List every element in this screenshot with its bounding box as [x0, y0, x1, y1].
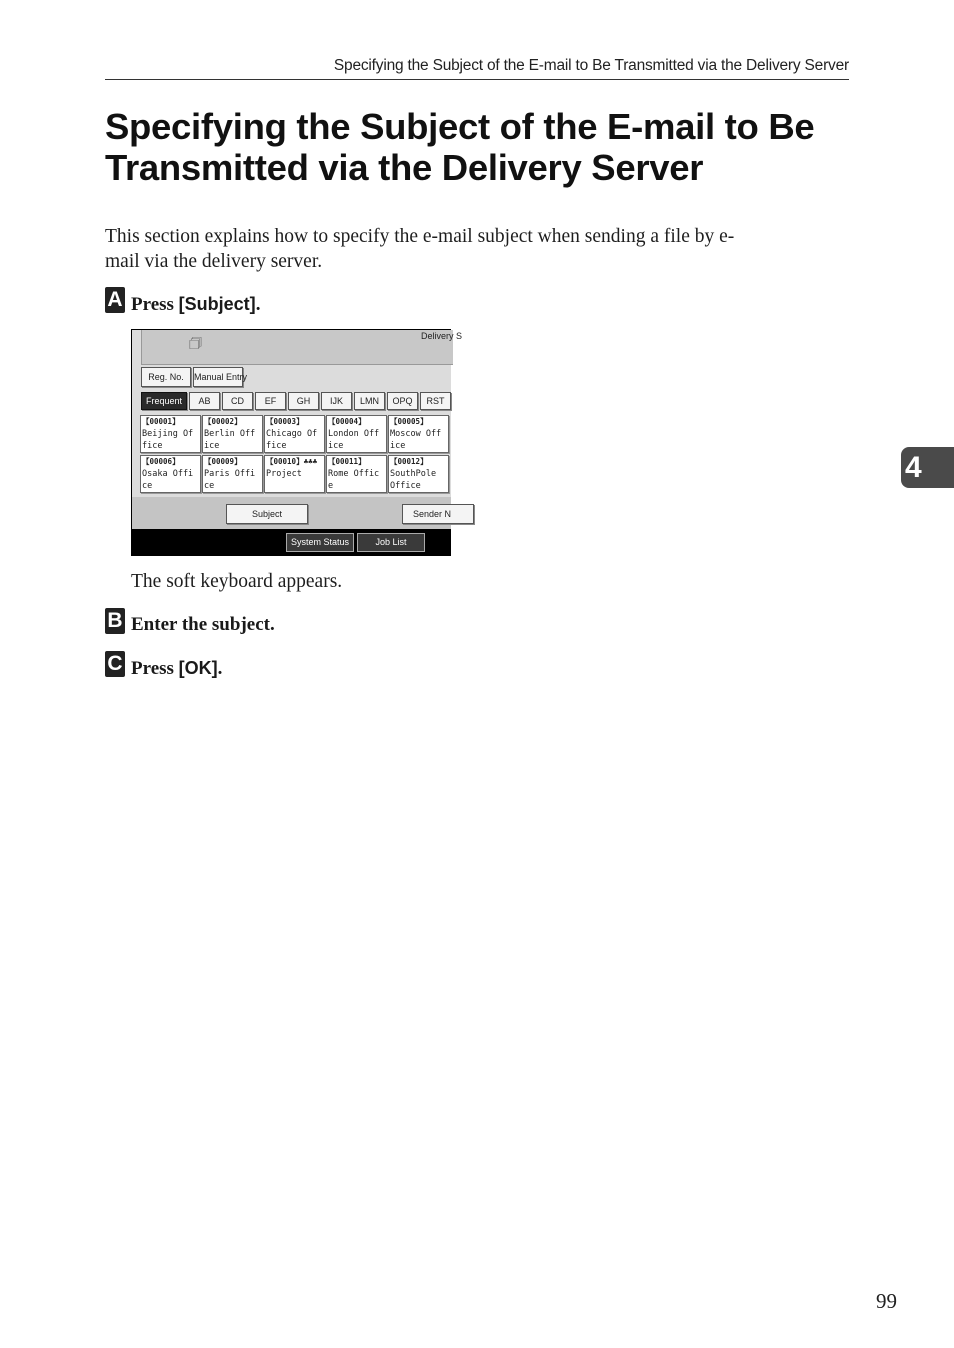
job-list-button[interactable]: Job List: [357, 533, 425, 552]
tab-gh[interactable]: GH: [288, 392, 319, 410]
destination-name: Chicago Of: [266, 429, 318, 439]
panel-status-bar: [131, 529, 451, 556]
destination-number: 【00001】: [142, 417, 180, 426]
step-1-suffix: .: [255, 294, 261, 315]
destination-name: SouthPole: [390, 469, 437, 479]
destination-name-cont: ce: [204, 481, 215, 491]
destination-name: Project: [266, 469, 302, 479]
destination-button[interactable]: [388, 415, 449, 453]
device-panel-screenshot: [131, 329, 463, 556]
tab-lmn[interactable]: LMN: [354, 392, 385, 410]
destination-button[interactable]: [264, 455, 325, 493]
page-title-line-1: Specifying the Subject of the E-mail to Be: [105, 106, 815, 147]
reg-no-button[interactable]: Reg. No.: [141, 367, 191, 387]
step-3-number: C: [105, 651, 125, 677]
chapter-tab: 4: [901, 447, 954, 488]
folder-icon: 🗇: [189, 336, 202, 352]
intro-paragraph: [105, 224, 851, 274]
step-3-prefix: Press: [131, 658, 179, 679]
destination-name: London Off: [328, 429, 380, 439]
step-1-number: A: [105, 287, 125, 313]
destination-button[interactable]: [388, 455, 449, 493]
step-3-suffix: .: [217, 658, 223, 679]
system-status-button[interactable]: System Status: [286, 533, 354, 552]
tab-cd[interactable]: CD: [222, 392, 253, 410]
destination-button[interactable]: [202, 415, 263, 453]
page-number: 99: [876, 1289, 897, 1313]
destination-name-cont: ice: [328, 441, 344, 451]
destination-name-cont: ce: [142, 481, 153, 491]
destination-name-cont: ice: [390, 441, 406, 451]
delivery-server-label: Delivery S: [421, 331, 463, 341]
step-2-text: Enter the subject.: [131, 614, 275, 635]
tab-ijk[interactable]: IJK: [321, 392, 352, 410]
destination-number: 【00010】♣♣♣: [266, 457, 318, 466]
caption: The soft keyboard appears.: [131, 571, 343, 592]
panel-body: [132, 330, 463, 530]
running-header: Specifying the Subject of the E-mail to Be Transmitted via the Delivery Server: [333, 57, 849, 74]
sender-name-button[interactable]: Sender N: [402, 504, 474, 524]
destination-number: 【00003】: [266, 417, 304, 426]
destination-name-cont: ice: [204, 441, 220, 451]
step-2-number: B: [105, 608, 125, 634]
subject-button[interactable]: Subject: [226, 504, 308, 524]
destination-button[interactable]: [326, 415, 387, 453]
intro-line-1: This section explains how to specify the e-mail subject when sending a file by e-: [105, 226, 735, 247]
destination-button[interactable]: [264, 415, 325, 453]
step-3-key: [OK]: [178, 658, 218, 678]
tab-ab[interactable]: AB: [189, 392, 220, 410]
destination-number: 【00012】: [390, 457, 428, 466]
step-3-text: [131, 656, 222, 681]
panel-top-bar: [141, 330, 463, 365]
destination-name-cont: fice: [266, 441, 287, 451]
destination-number: 【00002】: [204, 417, 242, 426]
intro-line-2: mail via the delivery server.: [105, 251, 323, 272]
page-title: [105, 106, 885, 188]
destination-name-cont: Office: [390, 481, 421, 491]
header-rule: [105, 79, 849, 80]
step-1-prefix: Press: [131, 294, 179, 315]
destination-button[interactable]: [202, 455, 263, 493]
destination-number: 【00004】: [328, 417, 366, 426]
destination-number: 【00009】: [204, 457, 242, 466]
tab-frequent[interactable]: Frequent: [141, 392, 187, 410]
destination-number: 【00011】: [328, 457, 366, 466]
destination-name-cont: fice: [142, 441, 163, 451]
destination-button[interactable]: [140, 415, 201, 453]
page-title-line-2: Transmitted via the Delivery Server: [105, 147, 704, 188]
destination-name: Moscow Off: [390, 429, 442, 439]
destination-number: 【00005】: [390, 417, 428, 426]
destination-name-cont: e: [328, 481, 334, 491]
destination-name: Paris Offi: [204, 469, 256, 479]
destination-button[interactable]: [326, 455, 387, 493]
tab-opq[interactable]: OPQ: [387, 392, 418, 410]
destination-button[interactable]: [140, 455, 201, 493]
destination-name: Osaka Offi: [142, 469, 194, 479]
destination-name: Rome Offic: [328, 469, 380, 479]
destination-name: Beijing Of: [142, 429, 194, 439]
manual-entry-button[interactable]: Manual Entry: [193, 367, 243, 387]
destination-number: 【00006】: [142, 457, 180, 466]
step-1-text: [131, 292, 260, 317]
step-1-key: [Subject]: [178, 294, 256, 314]
tab-rst[interactable]: RST: [420, 392, 451, 410]
destination-name: Berlin Off: [204, 429, 256, 439]
tab-ef[interactable]: EF: [255, 392, 286, 410]
